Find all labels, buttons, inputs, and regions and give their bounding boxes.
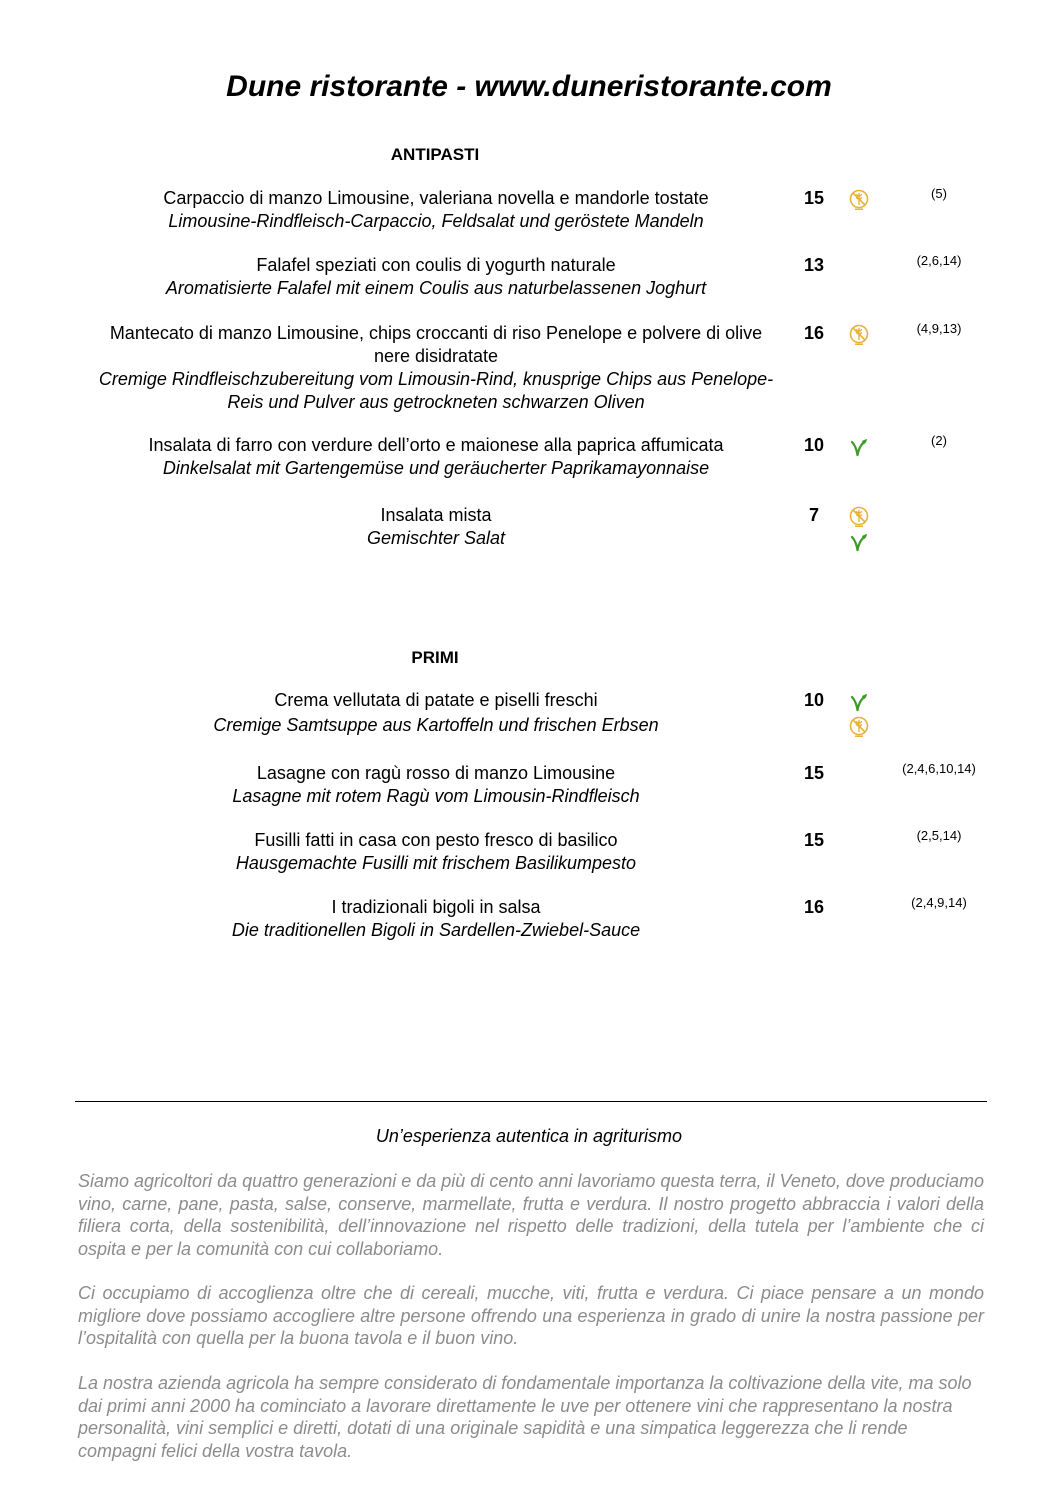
about-paragraph: La nostra azienda agricola ha sempre considerato di fondamentale importanza la coltivazione della vite, ma solo dai primi anni 2000 ha cominciato a lavorare direttamente le uve per ottenere vini che rappresentano la nostra personalità, vini semplici e diretti, dotati di una originale sapidità e una simpatica leggerezza che li rende compagni felici della vostra tavola. (78, 1373, 972, 1461)
item-name-de: Aromatisierte Falafel mit einem Coulis aus naturbelassenen Joghurt (165, 278, 707, 298)
about-title: Un’esperienza autentica in agriturismo (375, 1126, 683, 1146)
allergen-codes: (2,5,14) (916, 828, 962, 843)
about-paragraph: Ci occupiamo di accoglienza oltre che di cereali, mucche, viti, frutta e verdura. Ci piace pensare a un mondo migliore dove possiamo accogliere altre persone offrendo una esperienza in grado di unire la nostra passione per l’ospitalità con quella per la buona tavola e il buon vino. (78, 1283, 984, 1348)
vegan-sprout-icon (848, 531, 870, 553)
allergen-codes: (2,4,6,10,14) (902, 761, 976, 776)
diet-icons (848, 436, 874, 461)
gluten-free-icon (848, 189, 870, 211)
item-price: 15 (803, 830, 825, 850)
item-name-it: Lasagne con ragù rosso di manzo Limousine (256, 763, 616, 783)
item-description (96, 504, 776, 550)
allergen-codes: (2) (931, 433, 947, 448)
item-description (96, 689, 776, 737)
menu-item (96, 689, 976, 769)
gluten-free-icon (848, 324, 870, 346)
diet-icons (848, 189, 874, 214)
page-title: Dune ristorante - www.duneristorante.com (226, 70, 832, 103)
item-name-it: I tradizionali bigoli in salsa (331, 897, 541, 917)
item-price: 15 (803, 188, 825, 208)
menu-item (96, 322, 976, 422)
gluten-free-icon (848, 506, 870, 528)
item-name-it: Insalata mista (380, 505, 492, 525)
item-name-it: Crema vellutata di patate e piselli freschi (274, 690, 598, 710)
item-name-it: Falafel speziati con coulis di yogurth naturale (256, 255, 616, 275)
allergen-codes: (2,4,9,14) (911, 895, 967, 910)
section-heading-antipasti: ANTIPASTI (390, 145, 480, 164)
vegan-sprout-icon (848, 691, 870, 713)
item-description (96, 762, 776, 808)
item-description (96, 829, 776, 875)
item-name-de: Cremige Samtsuppe aus Kartoffeln und frischen Erbsen (213, 715, 659, 735)
item-name-de: Cremige Rindfleischzubereitung vom Limousin-Rind, knusprige Chips aus Penelope-Reis und Pulver aus getrockneten schwarzen Oliven (98, 369, 774, 412)
allergen-codes: (4,9,13) (916, 321, 962, 336)
allergen-codes: (2,6,14) (916, 253, 962, 268)
item-name-de: Limousine-Rindfleisch-Carpaccio, Feldsalat und geröstete Mandeln (168, 211, 704, 231)
diet-icons (848, 691, 874, 741)
item-name-de: Hausgemachte Fusilli mit frischem Basilikumpesto (235, 853, 637, 873)
item-description (96, 896, 776, 942)
item-name-it: Carpaccio di manzo Limousine, valeriana novella e mandorle tostate (163, 188, 709, 208)
item-description (96, 434, 776, 480)
menu-item (96, 434, 976, 514)
diet-icons (848, 324, 874, 349)
item-price: 16 (803, 323, 825, 343)
menu-item (96, 504, 976, 584)
item-description (96, 322, 776, 414)
section-divider (75, 1101, 987, 1102)
item-price: 15 (803, 763, 825, 783)
section-heading-primi: PRIMI (411, 648, 459, 667)
vegan-sprout-icon (848, 436, 870, 458)
allergen-codes: (5) (931, 186, 947, 201)
item-price: 7 (808, 505, 819, 525)
item-description (96, 254, 776, 300)
item-name-de: Dinkelsalat mit Gartengemüse und geräucherter Paprikamayonnaise (162, 458, 710, 478)
about-paragraph: Siamo agricoltori da quattro generazioni e da più di cento anni lavoriamo questa terra, il Veneto, dove produciamo vino, carne, pane, pasta, salse, conserve, marmellate, frutta e verdura. Il nostro progetto abbraccia i valori della filiera corta, della sostenibilità, dell’innovazione nel rispetto delle tradizioni, della tutela per l’ambiente che ci ospita e per la comunità con cui collaboriamo. (78, 1171, 984, 1259)
item-price: 10 (803, 435, 825, 455)
item-name-it: Insalata di farro con verdure dell’orto e maionese alla paprica affumicata (148, 435, 724, 455)
item-description (96, 187, 776, 233)
menu-item (96, 896, 976, 976)
item-name-de: Gemischter Salat (366, 528, 506, 548)
item-name-de: Die traditionellen Bigoli in Sardellen-Zwiebel-Sauce (231, 920, 641, 940)
gluten-free-icon (848, 716, 870, 738)
item-name-it: Mantecato di manzo Limousine, chips croccanti di riso Penelope e polvere di olive nere disidratate (109, 323, 763, 366)
item-name-it: Fusilli fatti in casa con pesto fresco di basilico (254, 830, 618, 850)
item-price: 16 (803, 897, 825, 917)
item-name-de: Lasagne mit rotem Ragù vom Limousin-Rindfleisch (232, 786, 640, 806)
diet-icons (848, 506, 874, 556)
item-price: 13 (803, 255, 825, 275)
item-price: 10 (803, 690, 825, 710)
